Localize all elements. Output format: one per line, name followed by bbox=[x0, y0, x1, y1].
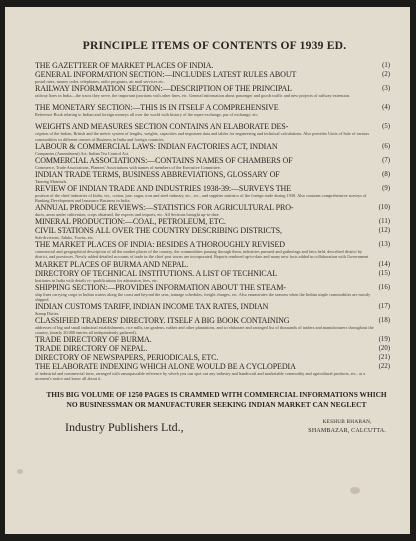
entry-heading: ANNUAL PRODUCE REVIEWS:—STATISTICS FOR AGRICULTURAL PRO- bbox=[35, 203, 294, 213]
contents-entry bbox=[35, 226, 390, 240]
entry-heading: THE MONETARY SECTION:—THIS IS IN ITSELF A COMPREHENSIVE bbox=[35, 103, 279, 113]
publisher-name: Industry Publishers Ltd., bbox=[65, 420, 184, 435]
entry-heading: DIRECTORY OF TECHNICAL INSTITUTIONS. A LIST OF TECHNICAL bbox=[35, 268, 278, 278]
entry-description: ship lines carrying cargo in Indian waters along the coast and beyond the seas, tonnage schedules, freight charges, etc. Also enumerates the seasons when the Indian staple commodities are mostly shipped. bbox=[35, 291, 371, 302]
entry-description: position of the chief industries of India, viz., cotton, jute, sugar, iron and steel industry, etc., etc., and supplies statistics of the foreign trade during 1938. Also contains comprehensive surveys of Banking Development and Insurance Business in India. bbox=[35, 192, 367, 204]
publisher-address bbox=[308, 418, 386, 436]
entry-heading: RAILWAY INFORMATION SECTION:—DESCRIPTION OF THE PRINCIPAL bbox=[35, 84, 292, 94]
entry-number: (13) bbox=[378, 241, 390, 249]
entry-number: (10) bbox=[378, 204, 390, 212]
contents-entry bbox=[35, 203, 390, 217]
entry-number: (4) bbox=[382, 104, 390, 112]
contents-entry bbox=[35, 184, 390, 203]
entry-description: addresses of big and small industrial establishments, rice mills, tea gardens, rubber and other plantations, and so elaborate and arranged list of thousands of traders and manufacturers throughout the country, (nearly 20,000 entries all independently gathered). bbox=[35, 324, 374, 335]
entry-number: (8) bbox=[382, 170, 390, 178]
entry-heading: SHIPPING SECTION:—PROVIDES INFORMATION ABOUT THE STEAM- bbox=[35, 282, 286, 292]
entry-number: (3) bbox=[382, 85, 390, 93]
entry-description: postal rates, money order, telephones, radio programs, air mail services etc. bbox=[35, 79, 165, 84]
entry-heading: DIRECTORY OF NEWSPAPERS, PERIODICALS, ETC. bbox=[35, 353, 219, 363]
contents-entry bbox=[35, 70, 390, 84]
page-title: PRINCIPLE ITEMS OF CONTENTS OF 1939 ED. bbox=[82, 39, 347, 52]
contents-entry bbox=[35, 142, 390, 156]
entry-number: (22) bbox=[378, 363, 390, 371]
contents-entry bbox=[35, 260, 390, 269]
entry-heading: LABOUR & COMMERCIAL LAWS: INDIAN FACTORIES ACT, INDIAN bbox=[35, 141, 278, 151]
entry-description: cription of the Indian, British and the metric system of lengths, weights, capacities and important data and tables for engineering and technical calculations. Also provides Units of Sale of various commodities in different centres of Business in India and foreign countries. bbox=[35, 131, 369, 142]
entry-description: Commerce, Trade Associations, Planters' Associations with names of members of the Executive Committee. bbox=[35, 164, 221, 170]
entry-heading: MINERAL PRODUCTION:—COAL, PETROLEUM, ETC. bbox=[35, 217, 226, 227]
contents-list bbox=[35, 61, 390, 381]
entry-description: Reference Book relating to Indian and foreign moneys all over the world with history of the rupee exchange, par of exchange, etc. bbox=[35, 112, 259, 118]
contents-entry bbox=[35, 170, 390, 184]
address-line-2: SHAMBAZAR, CALCUTTA. bbox=[308, 428, 386, 435]
entry-heading: THE ELABORATE INDEXING WHICH ALONE WOULD BE A CYCLOPEDIA bbox=[35, 362, 296, 372]
entry-number: (11) bbox=[378, 218, 390, 226]
entry-heading: THE MARKET PLACES OF INDIA: BESIDES A THOROUGHLY REVISED bbox=[35, 240, 285, 250]
entry-heading: THE GAZETTEER OF MARKET PLACES OF INDIA. bbox=[35, 61, 214, 70]
contents-entry bbox=[35, 302, 390, 316]
entry-number: (15) bbox=[378, 269, 390, 277]
entry-number: (2) bbox=[382, 71, 390, 78]
entry-description: railway lines in India—the tracts they serve, the important junctions with other lines, etc. General information about passenger and goods traffic and new projects of railway extension. bbox=[35, 93, 351, 99]
entry-description: ducts, areas under cultivation, crops obtained, the exports and imports, etc. All Sections brought up-to-date. bbox=[35, 212, 220, 218]
entry-heading: GENERAL INFORMATION SECTION:—INCLUDES LATEST RULES ABOUT bbox=[35, 70, 297, 79]
contents-entry bbox=[35, 362, 390, 381]
entry-number: (19) bbox=[378, 336, 390, 344]
address-line-1: KESHUB BHABAN, bbox=[322, 419, 372, 426]
contents-entry bbox=[35, 217, 390, 226]
entry-number: (17) bbox=[378, 302, 390, 310]
contents-entry bbox=[35, 240, 390, 259]
entry-description: Institutes in India with details re: qualifications for admission, fees, etc. bbox=[35, 277, 159, 283]
contents-entry bbox=[35, 156, 390, 170]
contents-entry bbox=[35, 269, 390, 283]
entry-description: Companies (Amendment) Act, Indian Tea Control Act. bbox=[35, 150, 130, 156]
entry-description: of industrial and commercial facts, arranged with unsurpassable reference by which you can spot out any industry and handicraft and marketable commodity and agricultural products, etc., at a moment's notice and know all about it. bbox=[35, 371, 365, 382]
entry-heading: CIVIL STATIONS ALL OVER THE COUNTRY DESCRIBING DISTRICTS, bbox=[35, 226, 282, 236]
imprint bbox=[35, 418, 390, 448]
entry-number: (18) bbox=[378, 316, 390, 324]
contents-entry bbox=[35, 344, 390, 353]
document-page bbox=[5, 7, 410, 534]
entry-number: (16) bbox=[378, 283, 390, 291]
entry-heading: INDIAN CUSTOMS TARIFF, INDIAN INCOME TAX RATES, INDIAN bbox=[35, 301, 269, 311]
entry-number: (5) bbox=[382, 123, 390, 131]
volume-statement: THIS BIG VOLUME OF 1250 PAGES IS CRAMMED WITH COMMERCIAL INFORMATIONS WHICH NO BUSINESSMAN OR MANUFACTURER SEEKING INDIAN MARKET CAN NEGLECT bbox=[46, 390, 387, 409]
entry-heading: COMMERCIAL ASSOCIATIONS:—CONTAINS NAMES OF CHAMBERS OF bbox=[35, 155, 293, 165]
contents-entry bbox=[35, 84, 390, 103]
entry-heading: INDIAN TRADE TERMS, BUSINESS ABBREVIATIONS, GLOSSARY OF bbox=[35, 169, 280, 179]
entry-description: Tanning Materials. bbox=[35, 178, 68, 184]
contents-entry bbox=[35, 122, 390, 141]
entry-heading: MARKET PLACES OF BURMA AND NEPAL. bbox=[35, 259, 189, 269]
entry-number: (14) bbox=[378, 260, 390, 268]
entry-number: (7) bbox=[382, 156, 390, 164]
entry-number: (20) bbox=[378, 345, 390, 353]
entry-description: Stamp Duties. bbox=[35, 310, 60, 316]
entry-number: (21) bbox=[378, 354, 390, 362]
entry-heading: TRADE DIRECTORY OF BURMA. bbox=[35, 335, 152, 345]
entry-number: (6) bbox=[382, 142, 390, 150]
contents-entry bbox=[35, 353, 390, 362]
entry-number: (1) bbox=[382, 62, 390, 69]
contents-entry bbox=[35, 316, 390, 335]
entry-heading: REVIEW OF INDIAN TRADE AND INDUSTRIES 1938-39:—SURVEYS THE bbox=[35, 183, 292, 193]
entry-heading: CLASSIFIED TRADERS' DIRECTORY. ITSELF A BIG BOOK CONTAINING bbox=[35, 315, 290, 325]
entry-heading: WEIGHTS AND MEASURES SECTION CONTAINS AN ELABORATE DES- bbox=[35, 122, 289, 132]
entry-description: Sub-divisions, Taluks, Towns, etc. bbox=[35, 235, 94, 241]
contents-entry bbox=[35, 283, 390, 302]
contents-entry bbox=[35, 103, 390, 122]
entry-description: commercial and geographical description of all the market places of the country, the commodities passing through them, industries pursued and gatherings and fairs held, described district by district, and provinces. Newly added detailed accounts of trade in the chief port towns are incorporated. Reports rendered up-to-date and many new facts added in collaboration with Government bbox=[35, 249, 369, 260]
entry-heading: TRADE DIRECTORY OF NEPAL. bbox=[35, 344, 148, 354]
contents-entry bbox=[35, 335, 390, 344]
entry-number: (12) bbox=[378, 227, 390, 235]
contents-entry bbox=[35, 61, 390, 70]
entry-number: (9) bbox=[382, 184, 390, 192]
